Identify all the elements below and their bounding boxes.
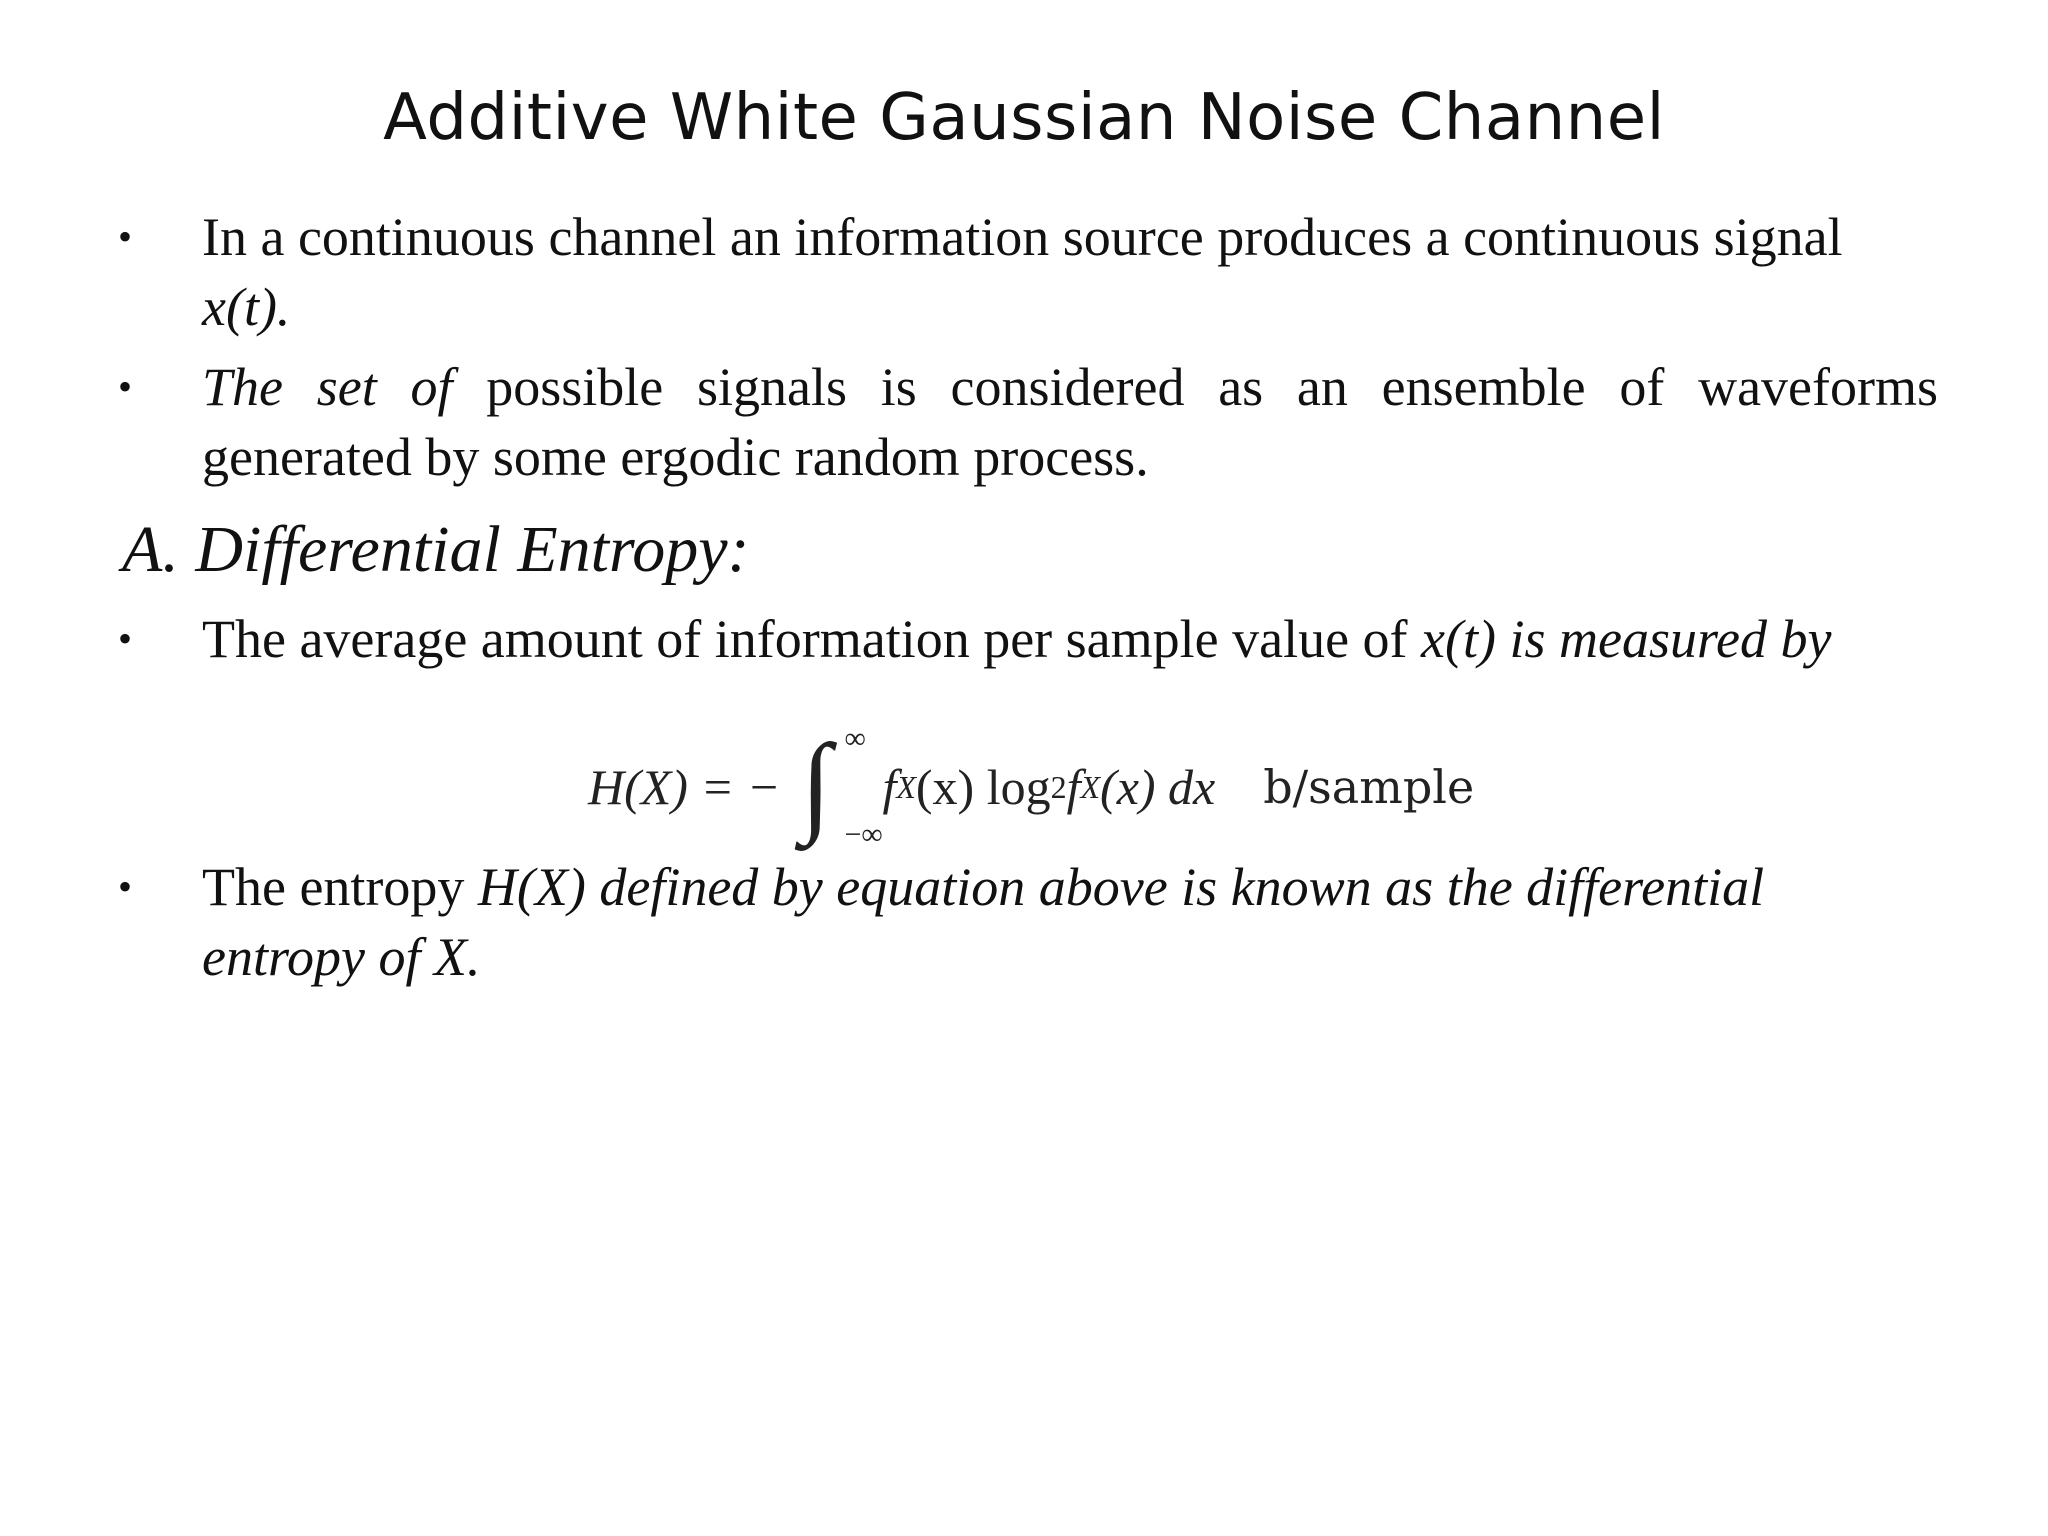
bullet-text [202,352,1938,492]
differential-term: (x) dx [1100,759,1216,815]
bullet-item-differential-entropy-definition [118,852,1938,992]
integral-upper-limit: ∞ [844,722,866,755]
bullet-marker: • [118,214,133,259]
density-function: f [1066,759,1081,815]
equation-lhs: H(X) = − [588,759,781,815]
bullet-text-body: The entropy [202,857,478,917]
bullet-marker: • [118,616,133,661]
bullet-item-average-information [118,604,1938,674]
density-subscript: X [896,768,916,805]
bullet-text [202,852,1938,992]
section-heading: A. Differential Entropy: [122,513,750,586]
bullet-italic-tail: x(t) is measured by [1421,609,1832,669]
integral-sign [786,722,882,852]
log-base: 2 [1050,768,1067,805]
integral-symbol: ∫ [800,722,832,846]
bullet-marker: • [118,364,133,409]
bullet-text [202,604,1938,674]
bullet-italic-lead: The set of [202,357,453,417]
bullet-item-continuous-channel [118,202,1938,342]
bullet-text-line: In a continuous channel an information source produces a continuous signal [202,207,1843,267]
differential-entropy-equation [588,722,1474,852]
bullet-text-body: possible signals is considered as an ensemble of waveforms generated by some ergodic random process. [202,357,1938,487]
bullet-marker: • [118,864,133,909]
bullet-item-set-of-signals [118,352,1938,492]
log-term: (x) log [915,759,1051,815]
signal-symbol: x(t). [202,277,291,337]
slide-title: Additive White Gaussian Noise Channel [383,81,1665,155]
equation-unit: b/sample [1263,760,1475,814]
bullet-text [202,202,1938,342]
integral-lower-limit: −∞ [844,818,883,851]
density-subscript: X [1080,768,1101,805]
bullet-text-body: The average amount of information per sample value of [202,609,1422,669]
bullet-italic-tail: H(X) defined by equation above is known as the differential entropy of X. [202,857,1765,987]
density-function: f [882,759,897,815]
